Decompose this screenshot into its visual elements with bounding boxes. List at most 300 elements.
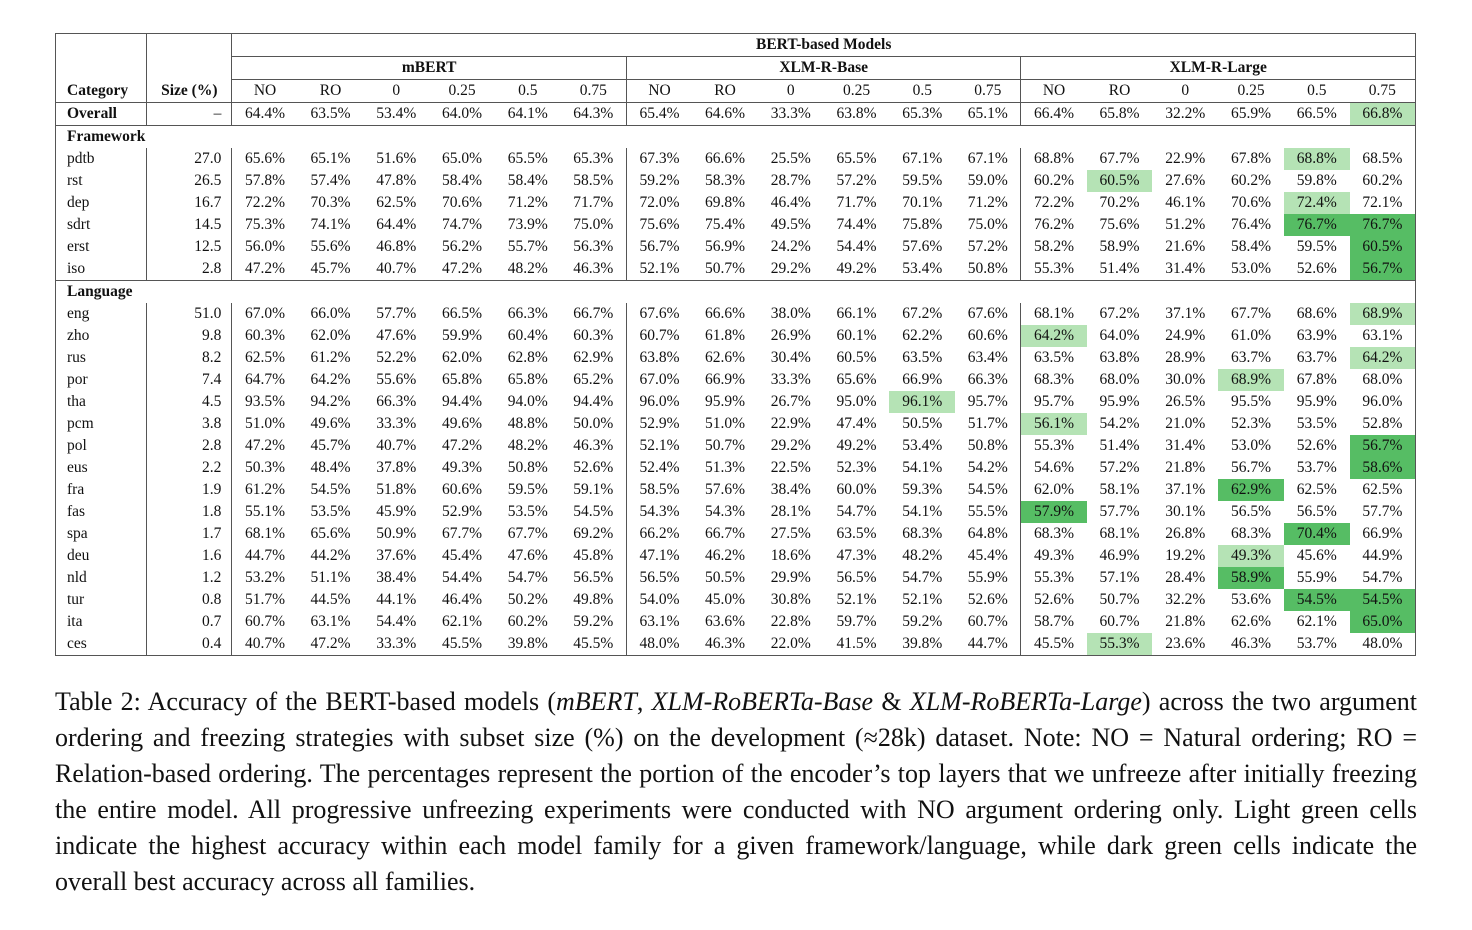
value-cell: 21.0% [1165, 415, 1206, 432]
table-row [56, 567, 1416, 589]
value-cell: 65.6% [836, 371, 877, 388]
highlighted-value-cell: 72.4% [1284, 192, 1350, 214]
column-header: 0 [1181, 82, 1190, 99]
value-cell: 32.2% [1165, 591, 1206, 608]
caption-text: Table 2: Accuracy of the BERT-based models ( [55, 687, 556, 716]
value-cell: 66.3% [967, 371, 1008, 388]
value-cell: 33.3% [363, 633, 429, 656]
value-cell: 54.7% [1350, 567, 1416, 589]
value-cell: 66.9% [1350, 523, 1416, 545]
value-cell: 50.8% [507, 459, 548, 476]
column-header: NO [626, 80, 692, 103]
value-cell: 61.0% [1231, 327, 1272, 344]
value-cell: 54.1% [902, 459, 943, 476]
value-cell: 47.3% [836, 547, 877, 564]
value-cell: 54.0% [626, 589, 692, 611]
caption-text: ) across the two argument ordering and freezing strategies with subset size (%) on the development (≈28k) dataset. Note: NO = Natural ordering; RO = Relation-based ordering. The percentages represent the portion of the encoder’s top layers that we unfreeze after initially freezing the entire model. All progressive unfreezing experiments were conducted with NO argument ordering only. Light green cells indicate the highest accuracy within each model family for a given framework/language, while dark green cells indicate the overall best accuracy across all families. [55, 687, 1417, 896]
value-cell: 76.2% [1021, 214, 1087, 236]
value-cell: 52.2% [376, 349, 417, 366]
section-row [56, 281, 1416, 304]
value-cell: 28.7% [770, 172, 811, 189]
value-cell: 27.6% [1165, 172, 1206, 189]
column-header: RO [1108, 82, 1131, 99]
value-cell: 44.7% [955, 633, 1021, 656]
value-cell: 24.9% [1165, 327, 1206, 344]
value-cell: 59.5% [507, 481, 548, 498]
value-cell: 45.7% [310, 437, 351, 454]
value-cell: 66.3% [376, 393, 417, 410]
value-cell: 55.9% [1296, 569, 1337, 586]
value-cell: 58.4% [507, 172, 548, 189]
value-cell: 75.0% [573, 216, 614, 233]
value-cell: 56.5% [1231, 503, 1272, 520]
value-cell: 54.3% [705, 503, 746, 520]
value-cell: 68.8% [1021, 148, 1087, 170]
value-cell: 56.9% [705, 238, 746, 255]
value-cell: 51.3% [705, 459, 746, 476]
value-cell: 51.7% [232, 589, 298, 611]
value-cell: 46.2% [705, 547, 746, 564]
value-cell: 54.7% [836, 503, 877, 520]
value-cell: 67.8% [1296, 371, 1337, 388]
value-cell: 65.8% [507, 371, 548, 388]
value-cell: 63.8% [1099, 349, 1140, 366]
value-cell: 65.6% [232, 148, 298, 170]
value-cell: 62.6% [705, 349, 746, 366]
value-cell: 28.1% [770, 503, 811, 520]
row-label: ces [56, 633, 147, 656]
value-cell: 93.5% [232, 391, 298, 413]
value-cell: 51.8% [376, 481, 417, 498]
value-cell: 50.7% [705, 260, 746, 277]
value-cell: 31.4% [1165, 260, 1206, 277]
value-cell: 47.1% [626, 545, 692, 567]
value-cell: 67.2% [902, 305, 943, 322]
value-cell: 49.2% [836, 437, 877, 454]
value-cell: 70.6% [442, 194, 483, 211]
value-cell: 52.9% [442, 503, 483, 520]
table-row [56, 413, 1416, 435]
table-row [56, 148, 1416, 170]
value-cell: 52.1% [626, 435, 692, 457]
value-cell: 44.2% [310, 547, 351, 564]
value-cell: 21.8% [1165, 613, 1206, 630]
value-cell: 22.9% [1165, 150, 1206, 167]
table-row [56, 545, 1416, 567]
value-cell: 60.7% [232, 611, 298, 633]
value-cell: 70.2% [1099, 194, 1140, 211]
value-cell: 44.5% [310, 591, 351, 608]
value-cell: 18.6% [770, 547, 811, 564]
value-cell: 31.4% [1165, 437, 1206, 454]
caption-model-xlmr-large: XLM-RoBERTa-Large [909, 687, 1142, 716]
table-row [56, 214, 1416, 236]
family-header-mbert: mBERT [232, 57, 627, 80]
value-cell: 62.9% [573, 349, 614, 366]
size-cell: 1.2 [147, 567, 232, 589]
value-cell: 55.3% [1021, 258, 1087, 281]
value-cell: 58.5% [573, 172, 614, 189]
value-cell: 54.5% [967, 481, 1008, 498]
value-cell: 58.4% [442, 172, 483, 189]
value-cell: 29.2% [770, 437, 811, 454]
value-cell: 60.7% [626, 325, 692, 347]
value-cell: 57.7% [1350, 501, 1416, 523]
value-cell: 60.3% [232, 325, 298, 347]
value-cell: 59.2% [902, 613, 943, 630]
table-row [56, 192, 1416, 214]
row-label: deu [56, 545, 147, 567]
value-cell: 44.7% [232, 545, 298, 567]
highlighted-value-cell: 56.1% [1021, 413, 1087, 435]
value-cell: 51.4% [1099, 260, 1140, 277]
value-cell: 53.5% [1296, 415, 1337, 432]
value-cell: 48.2% [507, 437, 548, 454]
value-cell: 59.1% [573, 481, 614, 498]
value-cell: 72.0% [626, 192, 692, 214]
value-cell: 73.9% [507, 216, 548, 233]
row-label: sdrt [56, 214, 147, 236]
highlighted-value-cell: 68.8% [1284, 148, 1350, 170]
value-cell: 94.4% [442, 393, 483, 410]
value-cell: 44.1% [376, 591, 417, 608]
table-row [56, 325, 1416, 347]
value-cell: 55.1% [232, 501, 298, 523]
value-cell: 53.4% [902, 437, 943, 454]
value-cell: 53.6% [1231, 591, 1272, 608]
value-cell: 58.2% [1021, 236, 1087, 258]
overall-row [56, 103, 1416, 126]
value-cell: 51.4% [1099, 437, 1140, 454]
size-cell: 12.5 [147, 236, 232, 258]
value-cell: 55.6% [376, 371, 417, 388]
value-cell: 47.2% [442, 260, 483, 277]
value-cell: 40.7% [232, 633, 298, 656]
value-cell: 57.2% [1099, 459, 1140, 476]
value-cell: 56.5% [836, 569, 877, 586]
value-cell: 48.8% [507, 415, 548, 432]
value-cell: 50.5% [705, 569, 746, 586]
column-header: 0.25 [1237, 82, 1265, 99]
highlighted-value-cell: 65.0% [1350, 611, 1416, 633]
value-cell: 45.8% [573, 547, 614, 564]
row-label: rst [56, 170, 147, 192]
value-cell: 70.1% [902, 194, 943, 211]
value-cell: 48.0% [1350, 633, 1416, 656]
size-cell: 9.8 [147, 325, 232, 347]
value-cell: 60.4% [507, 327, 548, 344]
value-cell: 63.7% [1231, 349, 1272, 366]
value-cell: 67.8% [1231, 150, 1272, 167]
value-cell: 58.3% [705, 172, 746, 189]
value-cell: 24.2% [770, 238, 811, 255]
value-cell: 62.5% [1296, 481, 1337, 498]
value-cell: 52.6% [967, 591, 1008, 608]
value-cell: 62.1% [1296, 613, 1337, 630]
value-cell: 65.4% [626, 103, 692, 126]
value-cell: 67.7% [507, 525, 548, 542]
value-cell: 19.2% [1165, 547, 1206, 564]
value-cell: 52.1% [836, 591, 877, 608]
value-cell: 61.2% [310, 349, 351, 366]
value-cell: 65.3% [889, 103, 955, 126]
value-cell: 61.8% [705, 327, 746, 344]
value-cell: 60.0% [836, 481, 877, 498]
value-cell: 70.6% [1231, 194, 1272, 211]
value-cell: 75.0% [967, 216, 1008, 233]
value-cell: 49.8% [573, 591, 614, 608]
highlighted-value-cell: 96.1% [889, 391, 955, 413]
value-cell: 50.7% [1099, 591, 1140, 608]
value-cell: 96.0% [626, 391, 692, 413]
highlighted-value-cell: 49.3% [1218, 545, 1284, 567]
size-cell: 0.7 [147, 611, 232, 633]
value-cell: 22.5% [770, 459, 811, 476]
value-cell: 52.3% [1231, 415, 1272, 432]
value-cell: 65.5% [507, 150, 548, 167]
value-cell: 59.7% [836, 613, 877, 630]
value-cell: 52.4% [626, 457, 692, 479]
value-cell: 66.6% [705, 305, 746, 322]
value-cell: 59.2% [573, 613, 614, 630]
value-cell: 57.6% [902, 238, 943, 255]
value-cell: 67.2% [1099, 305, 1140, 322]
value-cell: 64.1% [495, 103, 561, 126]
value-cell: 46.3% [573, 260, 614, 277]
value-cell: 64.8% [967, 525, 1008, 542]
row-label: pcm [56, 413, 147, 435]
value-cell: 55.5% [967, 503, 1008, 520]
value-cell: 47.2% [232, 435, 298, 457]
row-label: tur [56, 589, 147, 611]
value-cell: 46.9% [1099, 547, 1140, 564]
value-cell: 54.4% [376, 613, 417, 630]
value-cell: 56.7% [1231, 459, 1272, 476]
caption-model-xlmr-base: XLM-RoBERTa-Base [651, 687, 874, 716]
value-cell: 66.3% [507, 305, 548, 322]
value-cell: 63.5% [1021, 347, 1087, 369]
value-cell: 21.8% [1165, 459, 1206, 476]
value-cell: 49.3% [442, 459, 483, 476]
value-cell: 69.8% [705, 194, 746, 211]
value-cell: 59.2% [626, 170, 692, 192]
value-cell: 75.3% [232, 214, 298, 236]
size-cell: 1.7 [147, 523, 232, 545]
value-cell: 65.8% [1087, 103, 1153, 126]
value-cell: 45.0% [705, 591, 746, 608]
value-cell: 56.3% [573, 238, 614, 255]
value-cell: 62.0% [310, 327, 351, 344]
value-cell: 64.7% [232, 369, 298, 391]
value-cell: 53.4% [363, 103, 429, 126]
value-cell: 60.7% [1099, 613, 1140, 630]
value-cell: 63.5% [902, 349, 943, 366]
value-cell: 52.9% [626, 413, 692, 435]
row-label: tha [56, 391, 147, 413]
size-cell: 0.8 [147, 589, 232, 611]
value-cell: 62.5% [1350, 479, 1416, 501]
value-cell: 54.2% [967, 459, 1008, 476]
value-cell: 51.0% [705, 415, 746, 432]
value-cell: 37.6% [376, 547, 417, 564]
size-cell: 2.2 [147, 457, 232, 479]
column-header: 0.5 [1307, 82, 1327, 99]
value-cell: 29.9% [770, 569, 811, 586]
column-header: 0.25 [448, 82, 476, 99]
value-cell: 60.7% [967, 613, 1008, 630]
highlighted-value-cell: 76.7% [1350, 214, 1416, 236]
highlighted-value-cell: 62.9% [1218, 479, 1284, 501]
size-cell: 2.8 [147, 435, 232, 457]
value-cell: 67.1% [902, 150, 943, 167]
value-cell: 58.1% [1099, 481, 1140, 498]
size-cell: 1.6 [147, 545, 232, 567]
value-cell: 52.1% [902, 591, 943, 608]
section-row [56, 126, 1416, 149]
value-cell: 46.1% [1165, 194, 1206, 211]
table-header [56, 34, 1416, 103]
value-cell: 47.2% [232, 258, 298, 281]
value-cell: 95.9% [705, 393, 746, 410]
column-header: RO [714, 82, 736, 99]
value-cell: 95.7% [1021, 391, 1087, 413]
value-cell: 75.6% [626, 214, 692, 236]
value-cell: 49.5% [770, 216, 811, 233]
value-cell: 33.3% [770, 371, 811, 388]
value-cell: 64.0% [1099, 327, 1140, 344]
value-cell: 54.2% [1099, 415, 1140, 432]
value-cell: 29.2% [770, 260, 811, 277]
value-cell: 63.1% [626, 611, 692, 633]
value-cell: 62.5% [376, 194, 417, 211]
value-cell: 47.2% [442, 437, 483, 454]
value-cell: 64.0% [429, 103, 495, 126]
value-cell: 47.6% [507, 547, 548, 564]
value-cell: 55.6% [310, 238, 351, 255]
value-cell: 75.4% [705, 216, 746, 233]
results-table [55, 33, 1416, 656]
value-cell: 51.1% [310, 569, 351, 586]
value-cell: 53.0% [1231, 437, 1272, 454]
value-cell: 46.3% [573, 437, 614, 454]
value-cell: 56.5% [1296, 503, 1337, 520]
column-header: 0.25 [842, 82, 871, 99]
value-cell: 46.4% [770, 194, 811, 211]
highlighted-value-cell: 68.9% [1350, 303, 1416, 325]
value-cell: 71.2% [507, 194, 548, 211]
value-cell: 55.7% [507, 238, 548, 255]
value-cell: 28.9% [1165, 349, 1206, 366]
row-label: dep [56, 192, 147, 214]
value-cell: 71.7% [836, 194, 877, 211]
value-cell: 66.1% [836, 305, 877, 322]
table-row [56, 369, 1416, 391]
value-cell: 52.6% [1021, 589, 1087, 611]
row-label: fas [56, 501, 147, 523]
size-cell: 4.5 [147, 391, 232, 413]
value-cell: 57.7% [376, 305, 417, 322]
value-cell: 95.5% [1231, 393, 1272, 410]
value-cell: 63.6% [705, 613, 746, 630]
value-cell: 62.6% [1231, 613, 1272, 630]
table-row [56, 435, 1416, 457]
size-cell: 27.0 [147, 148, 232, 170]
value-cell: 55.3% [1021, 435, 1087, 457]
row-label: iso [56, 258, 147, 281]
value-cell: 63.5% [836, 525, 877, 542]
row-label: ita [56, 611, 147, 633]
highlighted-value-cell: 56.7% [1350, 435, 1416, 457]
value-cell: 54.5% [573, 503, 614, 520]
value-cell: 38.0% [770, 305, 811, 322]
value-cell: 65.8% [442, 371, 483, 388]
value-cell: 68.5% [1350, 148, 1416, 170]
value-cell: 28.4% [1165, 569, 1206, 586]
value-cell: 65.3% [573, 150, 614, 167]
value-cell: 67.6% [626, 303, 692, 325]
value-cell: 66.6% [705, 150, 746, 167]
row-label: spa [56, 523, 147, 545]
size-cell: – [147, 103, 232, 126]
family-header-xlmr-base: XLM-R-Base [626, 57, 1021, 80]
value-cell: 60.2% [1021, 170, 1087, 192]
value-cell: 66.9% [902, 371, 943, 388]
table-body [56, 103, 1416, 656]
value-cell: 58.4% [1231, 238, 1272, 255]
value-cell: 41.5% [824, 633, 890, 656]
highlighted-value-cell: 55.3% [1087, 633, 1153, 656]
size-cell: 26.5 [147, 170, 232, 192]
table-row [56, 501, 1416, 523]
row-label: Overall [56, 103, 147, 126]
value-cell: 56.2% [442, 238, 483, 255]
value-cell: 57.2% [967, 238, 1008, 255]
value-cell: 51.6% [376, 150, 417, 167]
value-cell: 65.1% [310, 150, 351, 167]
value-cell: 47.4% [836, 415, 877, 432]
value-cell: 68.0% [1350, 369, 1416, 391]
caption-model-mbert: mBERT [556, 687, 637, 716]
value-cell: 47.2% [298, 633, 364, 656]
value-cell: 49.2% [836, 260, 877, 277]
value-cell: 52.1% [626, 258, 692, 281]
value-cell: 74.1% [310, 216, 351, 233]
value-cell: 59.5% [1296, 238, 1337, 255]
value-cell: 57.1% [1099, 569, 1140, 586]
value-cell: 48.0% [626, 633, 692, 656]
value-cell: 50.5% [902, 415, 943, 432]
table-caption [55, 684, 1417, 900]
value-cell: 74.4% [836, 216, 877, 233]
value-cell: 67.7% [1099, 150, 1140, 167]
value-cell: 67.1% [967, 150, 1008, 167]
table-row [56, 303, 1416, 325]
value-cell: 37.8% [376, 459, 417, 476]
table-row [56, 236, 1416, 258]
value-cell: 63.4% [967, 349, 1008, 366]
value-cell: 45.9% [376, 503, 417, 520]
value-cell: 45.7% [310, 260, 351, 277]
value-cell: 67.7% [442, 525, 483, 542]
family-header-xlmr-large: XLM-R-Large [1021, 57, 1416, 80]
table-row [56, 633, 1416, 656]
value-cell: 66.0% [310, 305, 351, 322]
value-cell: 94.2% [310, 393, 351, 410]
value-cell: 63.8% [626, 347, 692, 369]
caption-separator: , [636, 687, 652, 716]
value-cell: 56.0% [232, 236, 298, 258]
value-cell: 45.5% [1021, 633, 1087, 656]
